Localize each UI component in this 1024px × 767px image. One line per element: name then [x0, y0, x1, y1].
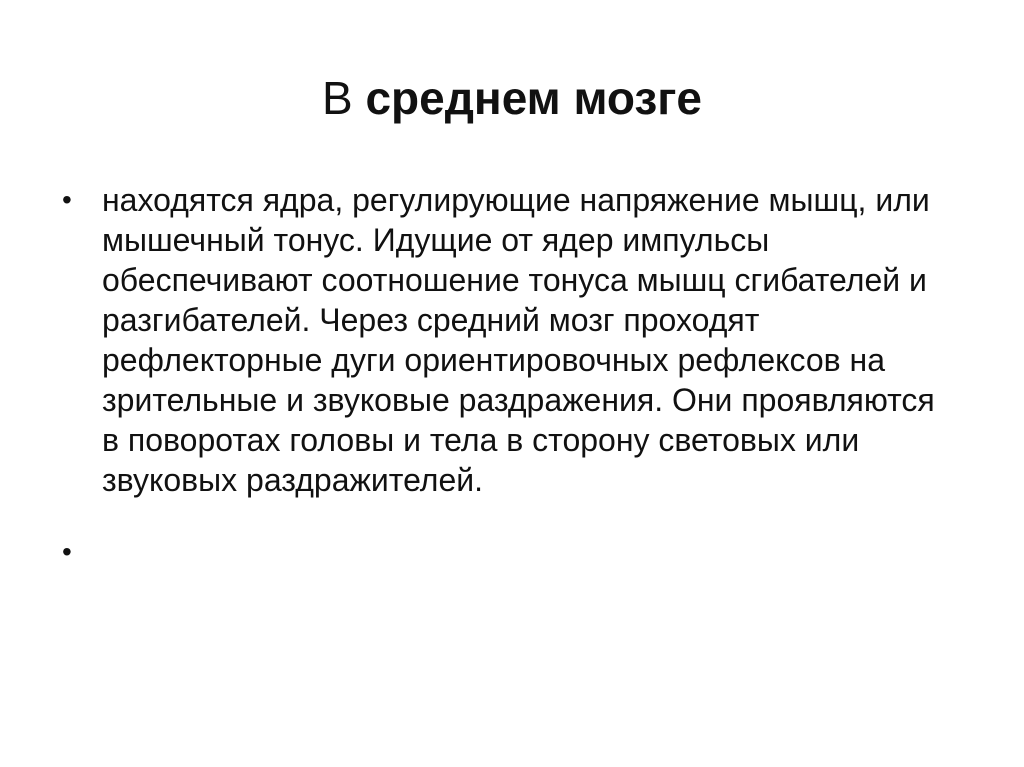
slide-title-plain: В	[321, 72, 366, 124]
bullet-item-1	[60, 180, 960, 500]
slide-content	[60, 180, 960, 572]
bullet-item-2	[60, 532, 960, 572]
slide-title-bold: среднем мозге	[365, 72, 703, 124]
bullet-marker-2: •	[62, 536, 72, 567]
bullet-text-1: находятся ядра, регулирующие напряжение мышц, или мышечный тонус. Идущие от ядер импульсы обеспечивают соотношение тонуса мышц сгибателей и разгибателей. Через средний мозг проходят рефлекторные дуги ориентировочных рефлексов на зрительные и звуковые раздражения. Они проявляются в поворотах головы и тела в сторону световых или звуковых раздражителей.	[102, 182, 935, 498]
slide-title	[0, 68, 1024, 128]
bullet-marker-1: •	[62, 184, 72, 215]
